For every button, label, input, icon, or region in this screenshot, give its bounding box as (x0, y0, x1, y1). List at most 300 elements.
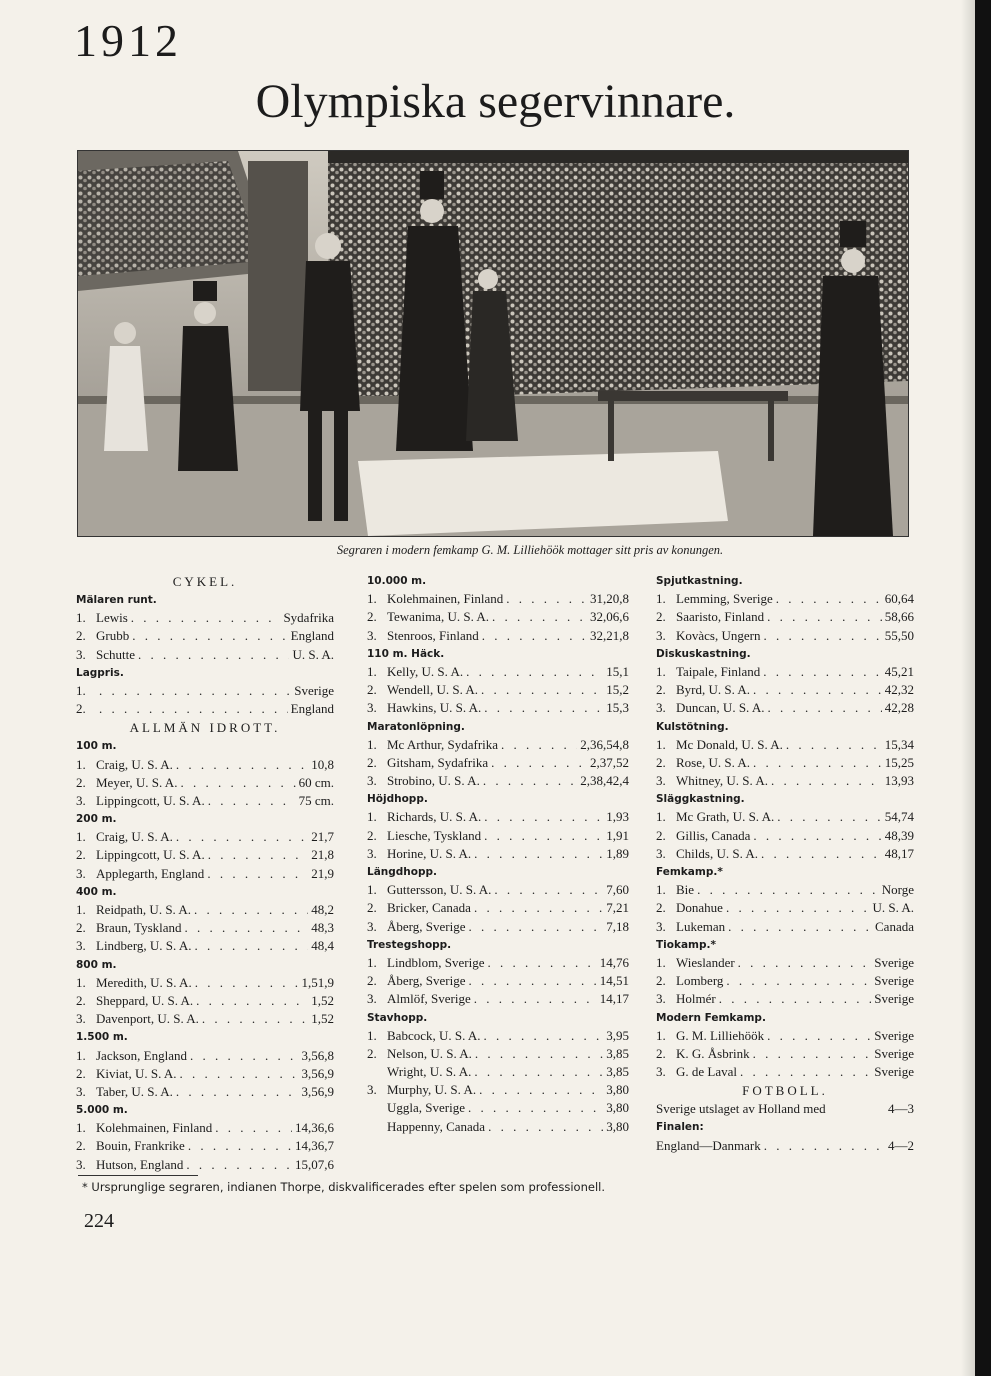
result-row (76, 1083, 334, 1101)
result-value: 14,17 (599, 991, 629, 1007)
placing-number: 1. (367, 736, 377, 752)
placing-number: 1. (76, 902, 86, 917)
result-value: Sverige (874, 991, 914, 1007)
result-value: 32,06,6 (590, 609, 629, 625)
section-heading-allman-idrott: ALLMÄN IDROTT. (129, 720, 281, 736)
result-value: 7,21 (606, 900, 629, 916)
result-row (367, 881, 629, 899)
leader-dots (491, 754, 587, 772)
competitor-name: Taber, U. S. A. (96, 1083, 173, 1099)
placing-number: 2. (76, 1138, 86, 1154)
placing-number: 2. (656, 900, 666, 916)
placing-number: 3. (656, 918, 666, 934)
leader-dots (740, 1063, 871, 1081)
leader-dots (208, 792, 296, 810)
placing-number: 1. (656, 591, 666, 607)
competitor-name: Donahue (676, 900, 723, 916)
event-title: Finalen: (656, 1121, 704, 1134)
page-title: Olympiska segervinnare. (255, 75, 736, 128)
leader-dots (196, 992, 308, 1010)
tower (248, 161, 308, 391)
placing-number: 1. (76, 1120, 86, 1136)
result-value: 13,93 (884, 773, 914, 789)
result-value: U. S. A. (872, 900, 914, 916)
placing-number: 3. (76, 865, 86, 881)
section-heading-cykel: CYKEL. (172, 574, 238, 589)
competitor-name: Meyer, U. S. A. (96, 774, 178, 790)
result-value: 31,20,8 (590, 591, 629, 607)
footnote: * Ursprunglige segraren, indianen Thorpe, diskvalificerades efter spelen som professionell. (82, 1180, 605, 1194)
result-row (656, 827, 914, 845)
competitor-name: Kolehmainen, Finland (96, 1120, 213, 1136)
competitor-name: Murphy, U. S. A. (387, 1082, 477, 1098)
result-value: 32,21,8 (590, 627, 629, 643)
result-row (76, 1047, 334, 1065)
result-value: Sverige (874, 973, 914, 989)
competitor-name: Braun, Tyskland (96, 920, 182, 936)
placing-number: 2. (76, 774, 86, 790)
result-value: 1,89 (606, 845, 629, 861)
placing-number: 3. (656, 773, 666, 789)
competitor-name: Wendell, U. S. A. (387, 682, 479, 698)
competitor-name: Sheppard, U. S. A. (96, 992, 194, 1008)
competitor-name: Hutson, England (96, 1156, 184, 1172)
placing-number: 3. (656, 991, 666, 1007)
placing-number: 2. (76, 847, 86, 863)
event-list (367, 736, 629, 791)
leader-dots (753, 827, 881, 845)
leader-dots (474, 1063, 603, 1081)
competitor-name: Bricker, Canada (387, 900, 471, 916)
result-row (367, 699, 629, 717)
competitor-name: Strobino, U. S. A. (387, 773, 480, 789)
result-value: 3,80 (606, 1118, 629, 1134)
leader-dots (506, 590, 587, 608)
result-row (656, 808, 914, 826)
leader-dots (481, 681, 603, 699)
event-list (76, 974, 334, 1029)
competitor-name: Mc Arthur, Sydafrika (387, 736, 499, 752)
result-value: 14,51 (599, 973, 629, 989)
result-value: 48,2 (311, 902, 334, 917)
fotboll-result-line (656, 1100, 914, 1118)
event-list (76, 901, 334, 956)
result-row (76, 828, 334, 846)
competitor-name: G. de Laval (676, 1064, 738, 1080)
result-value: 75 cm. (298, 792, 334, 808)
leader-dots (719, 990, 872, 1008)
result-value: 60,64 (884, 591, 914, 607)
competitor-name: Lippingcott, U. S. A. (96, 792, 205, 808)
result-row (656, 1045, 914, 1063)
leader-dots (195, 974, 299, 992)
event-list (76, 828, 334, 883)
result-value: 15,2 (606, 682, 629, 698)
result-value: 1,52 (311, 992, 334, 1008)
competitor-name: Grubb (96, 628, 130, 644)
leader-dots (176, 828, 308, 846)
result-value: 45,21 (884, 663, 914, 679)
placing-number: 2. (656, 754, 666, 770)
result-row (76, 774, 334, 792)
placing-number: 2. (367, 827, 377, 843)
leader-dots (753, 681, 882, 699)
result-row (656, 990, 914, 1008)
placing-number: 2. (76, 701, 86, 717)
fotboll-line-text: Sverige utslaget av Holland med (656, 1101, 826, 1117)
result-row (367, 1118, 629, 1136)
placing-number: 1. (367, 809, 377, 825)
leader-dots (475, 1045, 603, 1063)
result-row (656, 845, 914, 863)
leader-dots (492, 608, 587, 626)
competitor-name: Lippingcott, U. S. A. (96, 847, 205, 863)
result-value: Sverige (874, 1027, 914, 1043)
event-list (367, 663, 629, 718)
result-row (76, 901, 334, 919)
leader-dots (483, 772, 577, 790)
placing-number: 2. (656, 1045, 666, 1061)
leader-dots (180, 1065, 299, 1083)
leader-dots (726, 972, 871, 990)
result-row (367, 808, 629, 826)
placing-number: 3. (367, 773, 377, 789)
event-title: 200 m. (76, 813, 117, 826)
competitor-name: Craig, U. S. A. (96, 756, 173, 772)
result-row (656, 754, 914, 772)
competitor-name: Kolehmainen, Finland (387, 591, 504, 607)
leader-dots (484, 808, 603, 826)
event-title: 10.000 m. (367, 575, 427, 587)
placing-number: 3. (76, 1011, 86, 1027)
placing-number: 3. (76, 938, 86, 954)
result-row (367, 736, 629, 754)
section-heading-fotboll: FOTBOLL. (742, 1083, 828, 1099)
results-column-3 (656, 572, 914, 1155)
result-value: 2,38,42,4 (580, 773, 629, 789)
result-value: Sydafrika (283, 610, 334, 626)
result-row (656, 899, 914, 917)
competitor-name: Davenport, U. S. A. (96, 1011, 199, 1027)
leader-dots (764, 1137, 885, 1155)
result-value: 14,76 (599, 954, 629, 970)
leader-dots (194, 901, 308, 919)
result-value: 48,4 (311, 938, 334, 954)
event-title: Modern Femkamp. (656, 1011, 766, 1024)
result-row (367, 990, 629, 1008)
competitor-name: Lukeman (676, 918, 726, 934)
placing-number: 2. (367, 682, 377, 698)
result-row (367, 918, 629, 936)
result-value: 48,39 (884, 827, 914, 843)
leader-dots (474, 845, 603, 863)
leader-dots (776, 590, 882, 608)
leader-dots (767, 608, 882, 626)
result-row (656, 972, 914, 990)
leader-dots (468, 1099, 603, 1117)
leader-dots (484, 1027, 604, 1045)
result-row (656, 736, 914, 754)
leader-dots (188, 1137, 292, 1155)
result-value: 3,56,8 (301, 1047, 334, 1063)
result-value: 1,52 (311, 1011, 334, 1027)
result-value: 7,60 (606, 882, 629, 898)
competitor-name: Applegarth, England (96, 865, 205, 881)
result-value: Sverige (874, 954, 914, 970)
result-row (76, 1065, 334, 1083)
results-column-1 (76, 572, 334, 1174)
result-row (76, 919, 334, 937)
event-title: Diskuskastning. (656, 647, 751, 660)
competitor-name: Lindberg, U. S. A. (96, 938, 192, 954)
leader-dots (131, 609, 281, 627)
result-value: 48,17 (884, 845, 914, 861)
competitor-name: Tewanima, U. S. A. (387, 609, 489, 625)
placing-number: 1. (367, 663, 377, 679)
result-value: 2,36,54,8 (580, 736, 629, 752)
result-value: 42,32 (884, 682, 914, 698)
result-row (367, 590, 629, 608)
results-column-2 (367, 572, 629, 1136)
leader-dots (176, 756, 308, 774)
leader-dots (468, 918, 603, 936)
placing-number: 2. (656, 827, 666, 843)
competitor-name: Uggla, Sverige (387, 1100, 465, 1116)
ceremony-photo-illustration (78, 151, 908, 536)
result-value: 3,85 (606, 1064, 629, 1080)
result-row (656, 881, 914, 899)
result-value: Norge (881, 882, 914, 898)
leader-dots (468, 972, 596, 990)
leader-dots (488, 1118, 603, 1136)
result-row (76, 1119, 334, 1137)
placing-number: 3. (656, 700, 666, 716)
finalen-score: 4—2 (888, 1137, 914, 1153)
competitor-name: Childs, U. S. A. (676, 845, 758, 861)
leader-dots (697, 881, 879, 899)
result-value: 3,56,9 (301, 1065, 334, 1081)
leader-dots (180, 774, 295, 792)
event-list (367, 590, 629, 645)
event-title: Mälaren runt. (76, 594, 157, 606)
result-row (656, 663, 914, 681)
placing-number: 2. (656, 973, 666, 989)
result-value: 48,3 (311, 920, 334, 936)
competitor-name: Saaristo, Finland (676, 609, 765, 625)
competitor-name: Holmér (676, 991, 716, 1007)
placing-number: 1. (76, 756, 86, 772)
result-value: 54,74 (884, 809, 914, 825)
result-value: U. S. A. (292, 646, 334, 662)
result-value: 21,8 (311, 847, 334, 863)
result-row (76, 646, 334, 664)
result-row (656, 608, 914, 626)
event-title: Kulstötning. (656, 720, 729, 733)
placing-number: 1. (367, 954, 377, 970)
leader-dots (194, 937, 308, 955)
result-row (76, 627, 334, 645)
leader-dots (474, 990, 597, 1008)
result-value: 1,91 (606, 827, 629, 843)
result-value: 3,85 (606, 1045, 629, 1061)
result-row (367, 954, 629, 972)
result-row (367, 1063, 629, 1081)
result-row (367, 972, 629, 990)
event-list (656, 881, 914, 936)
result-row (367, 845, 629, 863)
result-row (367, 608, 629, 626)
leader-dots (767, 699, 881, 717)
result-value: 3,95 (606, 1027, 629, 1043)
prize-table (598, 391, 788, 401)
placing-number: 3. (656, 627, 666, 643)
competitor-name: Kiviat, U. S. A. (96, 1065, 177, 1081)
placing-number: 1. (367, 882, 377, 898)
leader-dots (484, 699, 603, 717)
result-row (656, 772, 914, 790)
event-list (656, 736, 914, 791)
result-value: 58,66 (884, 609, 914, 625)
placing-number: 1. (367, 1027, 377, 1043)
placing-number: 1. (367, 591, 377, 607)
event-list (76, 609, 334, 664)
page-year: 1912 (74, 15, 182, 66)
result-value: 1,93 (606, 809, 629, 825)
competitor-name: Stenroos, Finland (387, 627, 479, 643)
result-value: England (290, 628, 334, 644)
competitor-name: Hawkins, U. S. A. (387, 700, 482, 716)
competitor-name: G. M. Lilliehöök (676, 1027, 765, 1043)
placing-number: 1. (76, 682, 86, 698)
competitor-name: Liesche, Tyskland (387, 827, 482, 843)
result-value: 7,18 (606, 918, 629, 934)
placing-number: 2. (76, 1065, 86, 1081)
placing-number: 1. (656, 954, 666, 970)
result-row (76, 846, 334, 864)
result-value: 15,3 (606, 700, 629, 716)
result-value: Sverige (874, 1045, 914, 1061)
event-list (76, 1119, 334, 1174)
result-value: 2,37,52 (590, 754, 629, 770)
result-row (367, 1099, 629, 1117)
event-list (367, 881, 629, 936)
event-title: Femkamp.* (656, 866, 723, 878)
result-row (367, 681, 629, 699)
competitor-name: Whitney, U. S. A. (676, 773, 768, 789)
placing-number: 3. (76, 1083, 86, 1099)
placing-number: 3. (367, 991, 377, 1007)
placing-number: 3. (76, 792, 86, 808)
placing-number: 3. (367, 845, 377, 861)
event-title: 400 m. (76, 885, 117, 898)
placing-number: 1. (76, 610, 86, 626)
competitor-name: Craig, U. S. A. (96, 829, 173, 845)
competitor-name: Mc Grath, U. S. A. (676, 809, 775, 825)
event-list (656, 590, 914, 645)
result-row (367, 663, 629, 681)
result-value: 3,56,9 (301, 1083, 334, 1099)
placing-number: 2. (656, 682, 666, 698)
leader-dots (185, 919, 309, 937)
competitor-name: Reidpath, U. S. A. (96, 902, 191, 917)
result-value: 42,28 (884, 700, 914, 716)
page-number: 224 (84, 1210, 114, 1232)
placing-number: 3. (367, 918, 377, 934)
leader-dots (771, 772, 882, 790)
leader-dots (132, 627, 287, 645)
result-row (367, 1045, 629, 1063)
competitor-name: Meredith, U. S. A. (96, 974, 192, 990)
placing-number: 1. (656, 809, 666, 825)
competitor-name: Richards, U. S. A. (387, 809, 482, 825)
result-row (367, 627, 629, 645)
result-value: 60 cm. (298, 774, 334, 790)
placing-number: 1. (656, 736, 666, 752)
event-title: 1.500 m. (76, 1031, 128, 1044)
placing-number: 2. (367, 1045, 377, 1061)
result-row (76, 992, 334, 1010)
result-row (656, 590, 914, 608)
placing-number: 2. (76, 920, 86, 936)
leader-dots (190, 1047, 299, 1065)
result-row (367, 754, 629, 772)
placing-number: 2. (367, 900, 377, 916)
result-row (656, 1063, 914, 1081)
competitor-name: Guttersson, U. S. A. (387, 882, 492, 898)
result-row (76, 974, 334, 992)
result-value: Sverige (294, 682, 334, 698)
photo-caption: Segraren i modern femkamp G. M. Lilliehöök mottager sitt pris av konungen. (336, 543, 724, 557)
footnote-rule (78, 1175, 198, 1176)
result-value: 15,25 (884, 754, 914, 770)
competitor-name: Horine, U. S. A. (387, 845, 472, 861)
result-value: England (290, 701, 334, 717)
event-list (76, 756, 334, 811)
result-value: 15,1 (606, 663, 629, 679)
result-row (656, 1137, 914, 1155)
result-row (367, 827, 629, 845)
leader-dots (726, 899, 870, 917)
placing-number: 1. (76, 1047, 86, 1063)
leader-dots (763, 627, 881, 645)
competitor-name: Kelly, U. S. A. (387, 663, 464, 679)
competitor-name: Happenny, Canada (387, 1118, 486, 1134)
event-title: Släggkastning. (656, 793, 745, 806)
result-value: 14,36,6 (295, 1120, 334, 1136)
event-title: 800 m. (76, 958, 117, 971)
placing-number: 3. (76, 1156, 86, 1172)
result-row (656, 681, 914, 699)
competitor-name: Lindblom, Sverige (387, 954, 485, 970)
competitor-name: Åberg, Sverige (387, 918, 466, 934)
event-list (656, 954, 914, 1009)
leader-dots (466, 663, 603, 681)
placing-number: 2. (76, 628, 86, 644)
result-row (367, 772, 629, 790)
leader-dots (479, 1081, 603, 1099)
competitor-name: Lewis (96, 610, 128, 626)
leader-dots (207, 865, 308, 883)
competitor-name: Duncan, U. S. A. (676, 700, 765, 716)
competitor-name: Jackson, England (96, 1047, 187, 1063)
event-list (76, 1047, 334, 1102)
competitor-name: Gillis, Canada (676, 827, 751, 843)
result-row (76, 682, 334, 700)
competitor-name: Åberg, Sverige (387, 973, 466, 989)
fotboll-line-score: 4—3 (888, 1101, 914, 1117)
event-list (76, 682, 334, 718)
leader-dots (786, 736, 882, 754)
